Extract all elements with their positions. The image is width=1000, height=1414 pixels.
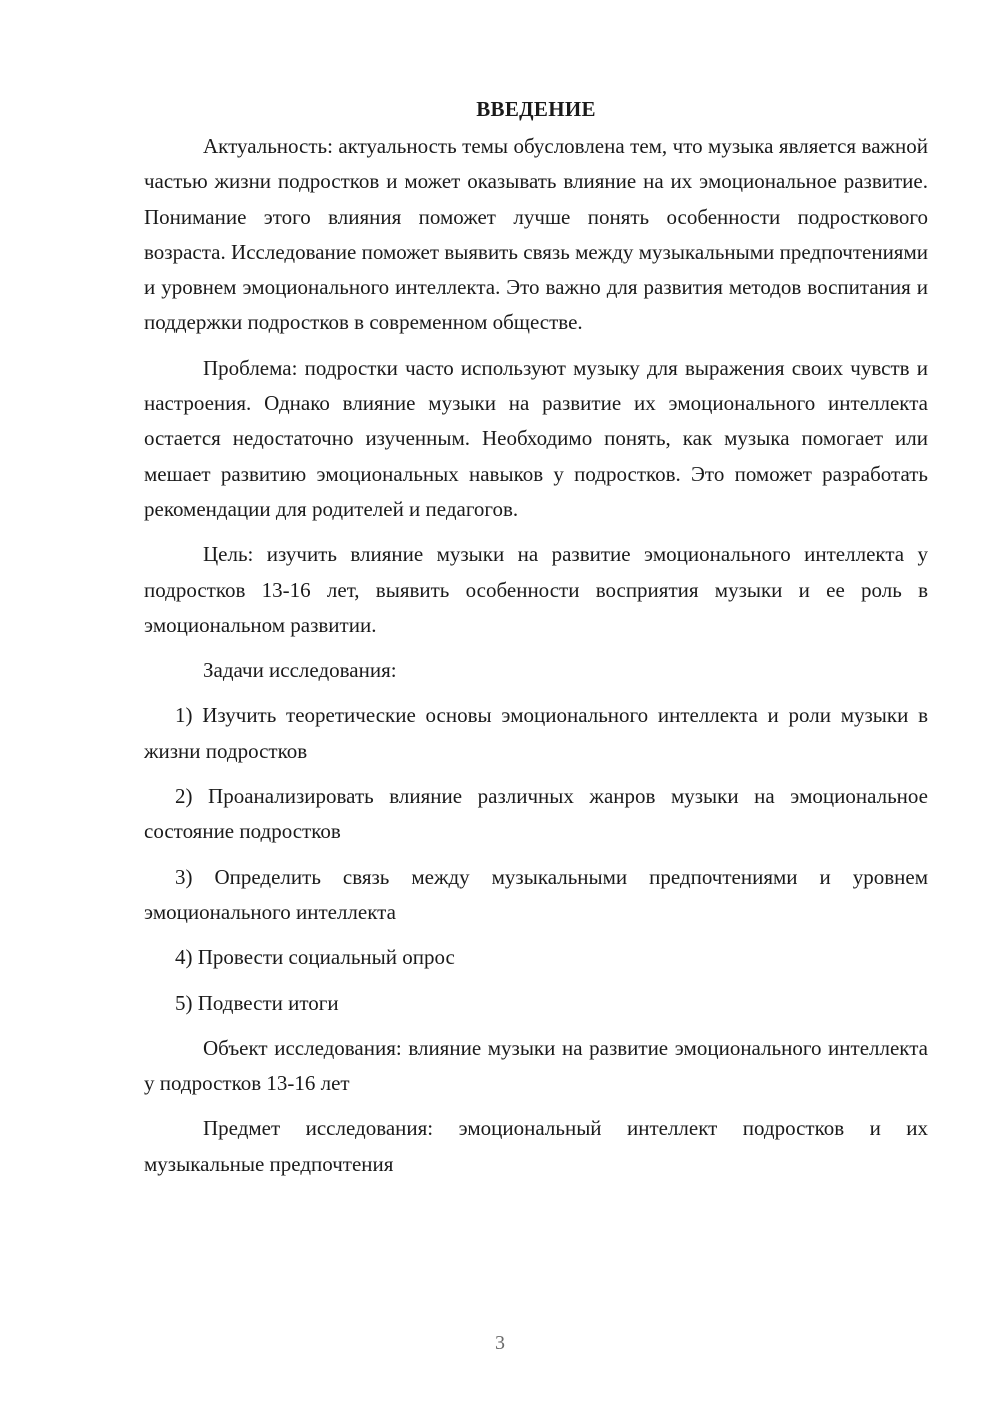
paragraph-problem: Проблема: подростки часто используют музыку для выражения своих чувств и настроения. Однако влияние музыки на развитие их эмоционального интеллекта остается недостаточно изученным. Необходимо понять, как музыка помогает или мешает развитию эмоциональных навыков у подростков. Это поможет разработать рекомендации для родителей и педагогов. [144,355,928,521]
task-item-4: 4) Провести социальный опрос [175,945,455,970]
page-content [144,92,928,1182]
task-item-1: 1) Изучить теоретические основы эмоционального интеллекта и роли музыки в жизни подростков [144,703,928,763]
page-title: ВВЕДЕНИЕ [476,97,596,121]
paragraph-subject: Предмет исследования: эмоциональный интеллект подростков и их музыкальные предпочтения [144,1116,928,1176]
paragraph-goal: Цель: изучить влияние музыки на развитие эмоционального интеллекта у подростков 13-16 лет, выявить особенности восприятия музыки и ее роль в эмоциональном развитии. [144,542,928,637]
task-item-2: 2) Проанализировать влияние различных жанров музыки на эмоциональное состояние подростков [144,784,928,844]
task-item-5: 5) Подвести итоги [175,990,339,1015]
paragraph-object: Объект исследования: влияние музыки на развитие эмоционального интеллекта у подростков 13-16 лет [144,1035,928,1096]
paragraph-relevance: Актуальность: актуальность темы обусловлена тем, что музыка является важной частью жизни подростков и может оказывать влияние на их эмоциональное развитие. Понимание этого влияния поможет лучше понять особенности подросткового возраста. Исследование поможет выявить связь между музыкальными предпочтениями и уровнем эмоционального интеллекта. Это важно для развития методов воспитания и поддержки подростков в современном обществе. [144,134,928,335]
task-item-3: 3) Определить связь между музыкальными предпочтениями и уровнем эмоционального интеллекта [144,864,928,924]
tasks-heading: Задачи исследования: [203,658,397,683]
page-number: 3 [495,1332,505,1354]
